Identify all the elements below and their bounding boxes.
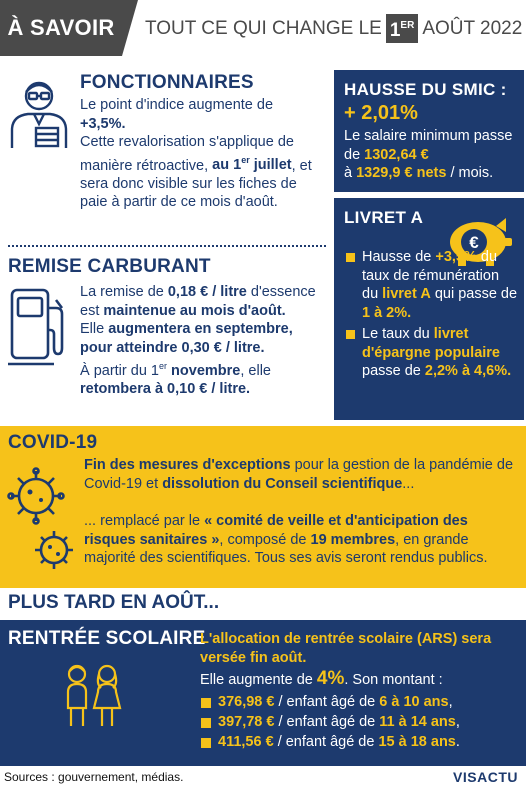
livret-item — [344, 248, 519, 322]
fonct-sup: er — [241, 155, 250, 166]
fonct-line1: Le point d'indice augmente de — [80, 97, 274, 113]
livret-title: LIVRET A — [344, 208, 424, 227]
header — [0, 0, 526, 62]
fuel-pump-icon — [6, 286, 72, 370]
smic-t1: Le salaire minimum passe de — [344, 128, 513, 163]
smic-t2: à — [344, 165, 353, 181]
plus-tard-heading: PLUS TARD EN AOÛT... — [8, 592, 220, 613]
smic-panel — [334, 70, 524, 192]
remise-b5: retombera à 0,10 € / litre. — [80, 381, 251, 398]
fonct-date: au 1 — [212, 157, 242, 174]
remise-b1: 0,18 € / litre — [167, 284, 247, 300]
rentree-range: 15 à 18 ans — [378, 734, 456, 750]
fonctionnaires-text — [80, 96, 320, 212]
smic-text — [344, 127, 514, 183]
remise-t4: À partir du 1 — [80, 362, 159, 379]
covid-t1: pour la gestion de la pandémie de Covid-19 et — [84, 457, 514, 492]
fonct-line2: Cette revalorisation s'applique de manière rétroactive, — [80, 134, 294, 174]
header-sup: ER — [400, 20, 415, 31]
covid-text1 — [84, 456, 514, 493]
livret-i1-post: qui passe de — [434, 286, 518, 302]
rentree-amount: 397,78 € — [218, 714, 275, 730]
fonct-month: juillet — [253, 157, 292, 174]
fonctionnaires-title: FONCTIONNAIRES — [80, 72, 254, 93]
fonct-pct: +3,5%. — [80, 115, 126, 132]
livret-i2-pre: Le taux du — [362, 326, 430, 342]
rentree-mid: / enfant âgé de — [278, 714, 376, 730]
livret-i2-name: livret d'épargne populaire — [362, 326, 500, 361]
remise-t4sup: er — [159, 361, 168, 371]
livret-i1-name: livret A — [382, 286, 431, 302]
livret-i1-range: 1 à 2%. — [362, 304, 412, 321]
rentree-list — [200, 692, 520, 752]
header-date-box — [386, 14, 418, 43]
rentree-range: 6 à 10 ans — [379, 694, 449, 710]
remise-t1: La remise de — [80, 284, 164, 300]
livret-item — [344, 325, 519, 381]
fonctionnaires-panel — [0, 66, 326, 242]
civil-servant-icon — [6, 76, 72, 152]
visactu-logo: VISACTU — [453, 769, 518, 785]
remise-t5: , elle — [240, 362, 271, 379]
covid-b3: « comité de veille et d'anticipation des risques sanitaires » — [84, 513, 468, 548]
livret-i1-pct: +3,5% — [435, 249, 477, 265]
rentree-end: , — [448, 694, 453, 710]
rentree-amount: 376,98 € — [218, 694, 275, 710]
covid-t2: ... — [402, 475, 415, 492]
covid-t3: ... remplacé par le — [84, 513, 201, 529]
remise-text — [80, 283, 325, 399]
smic-v1: 1302,64 € — [364, 146, 429, 163]
rentree-item — [200, 712, 520, 732]
remise-t2: d'essence est — [80, 284, 316, 319]
livret-i1-pre: Hausse de — [362, 249, 432, 265]
rentree-aug-post: . Son montant : — [344, 672, 443, 688]
covid-b4: 19 membres — [310, 531, 396, 548]
covid-b2: dissolution du Conseil scientifique — [162, 475, 403, 492]
remise-b3: augmentera en septembre, pour atteindre 0,30 € / litre. — [80, 321, 293, 356]
rentree-aug-pre: Elle augmente de — [200, 672, 313, 688]
header-title-prefix: TOUT CE QUI CHANGE LE — [145, 17, 382, 39]
remise-panel — [0, 252, 326, 420]
rentree-item — [200, 732, 520, 752]
rentree-aug — [200, 668, 443, 690]
rentree-end: , — [455, 714, 460, 730]
remise-title: REMISE CARBURANT — [8, 256, 211, 277]
covid-t4: , composé de — [219, 531, 307, 548]
divider — [8, 245, 326, 247]
covid-b1: Fin des mesures d'exceptions — [84, 457, 291, 473]
header-day: 1 — [389, 20, 401, 41]
covid-text2 — [84, 512, 514, 568]
livret-i2-range: 2,2% à 4,6%. — [424, 363, 512, 379]
livret-panel — [334, 198, 524, 420]
smic-t3: / mois. — [450, 165, 494, 181]
covid-t5: , en grande majorité des scientifiques. Tous ses avis seront rendus publics. — [84, 531, 488, 566]
remise-t3: Elle — [80, 321, 105, 337]
smic-title: HAUSSE DU SMIC : — [344, 80, 507, 99]
rentree-aug-pct: 4% — [316, 668, 345, 689]
smic-pct: + 2,01% — [344, 102, 418, 124]
livret-list — [344, 248, 519, 384]
fonct-line3: , et sera donc visible sur les fiches de paie à partir de ce mois d'août. — [80, 157, 312, 211]
rentree-title: RENTRÉE SCOLAIRE — [8, 628, 206, 649]
children-icon — [60, 660, 126, 730]
rentree-item — [200, 692, 520, 712]
rentree-end: . — [455, 734, 460, 750]
rentree-range: 11 à 14 ans — [379, 714, 456, 730]
sources-text: Sources : gouvernement, médias. — [4, 770, 184, 784]
rentree-lead: L'allocation de rentrée scolaire (ARS) sera versée fin août. — [200, 631, 492, 666]
remise-t4b: novembre — [171, 362, 241, 379]
virus-icon — [6, 458, 78, 578]
footer — [0, 766, 526, 789]
header-title — [145, 14, 522, 43]
livret-i1-mid: du taux de rémunération du — [362, 249, 500, 302]
rentree-mid: / enfant âgé de — [278, 694, 376, 710]
covid-panel — [0, 426, 526, 588]
rentree-mid: / enfant âgé de — [277, 734, 375, 750]
header-tag: À SAVOIR — [0, 0, 122, 56]
livret-i2-mid: passe de — [362, 363, 421, 379]
svg-text:€: € — [469, 233, 479, 252]
covid-title: COVID-19 — [8, 432, 98, 453]
rentree-amount: 411,56 € — [218, 734, 274, 750]
smic-v2: 1329,9 € nets — [356, 165, 447, 181]
header-title-suffix: AOÛT 2022 — [422, 17, 523, 39]
remise-b2: maintenue au mois d'août. — [103, 302, 286, 319]
rentree-panel — [0, 620, 526, 766]
